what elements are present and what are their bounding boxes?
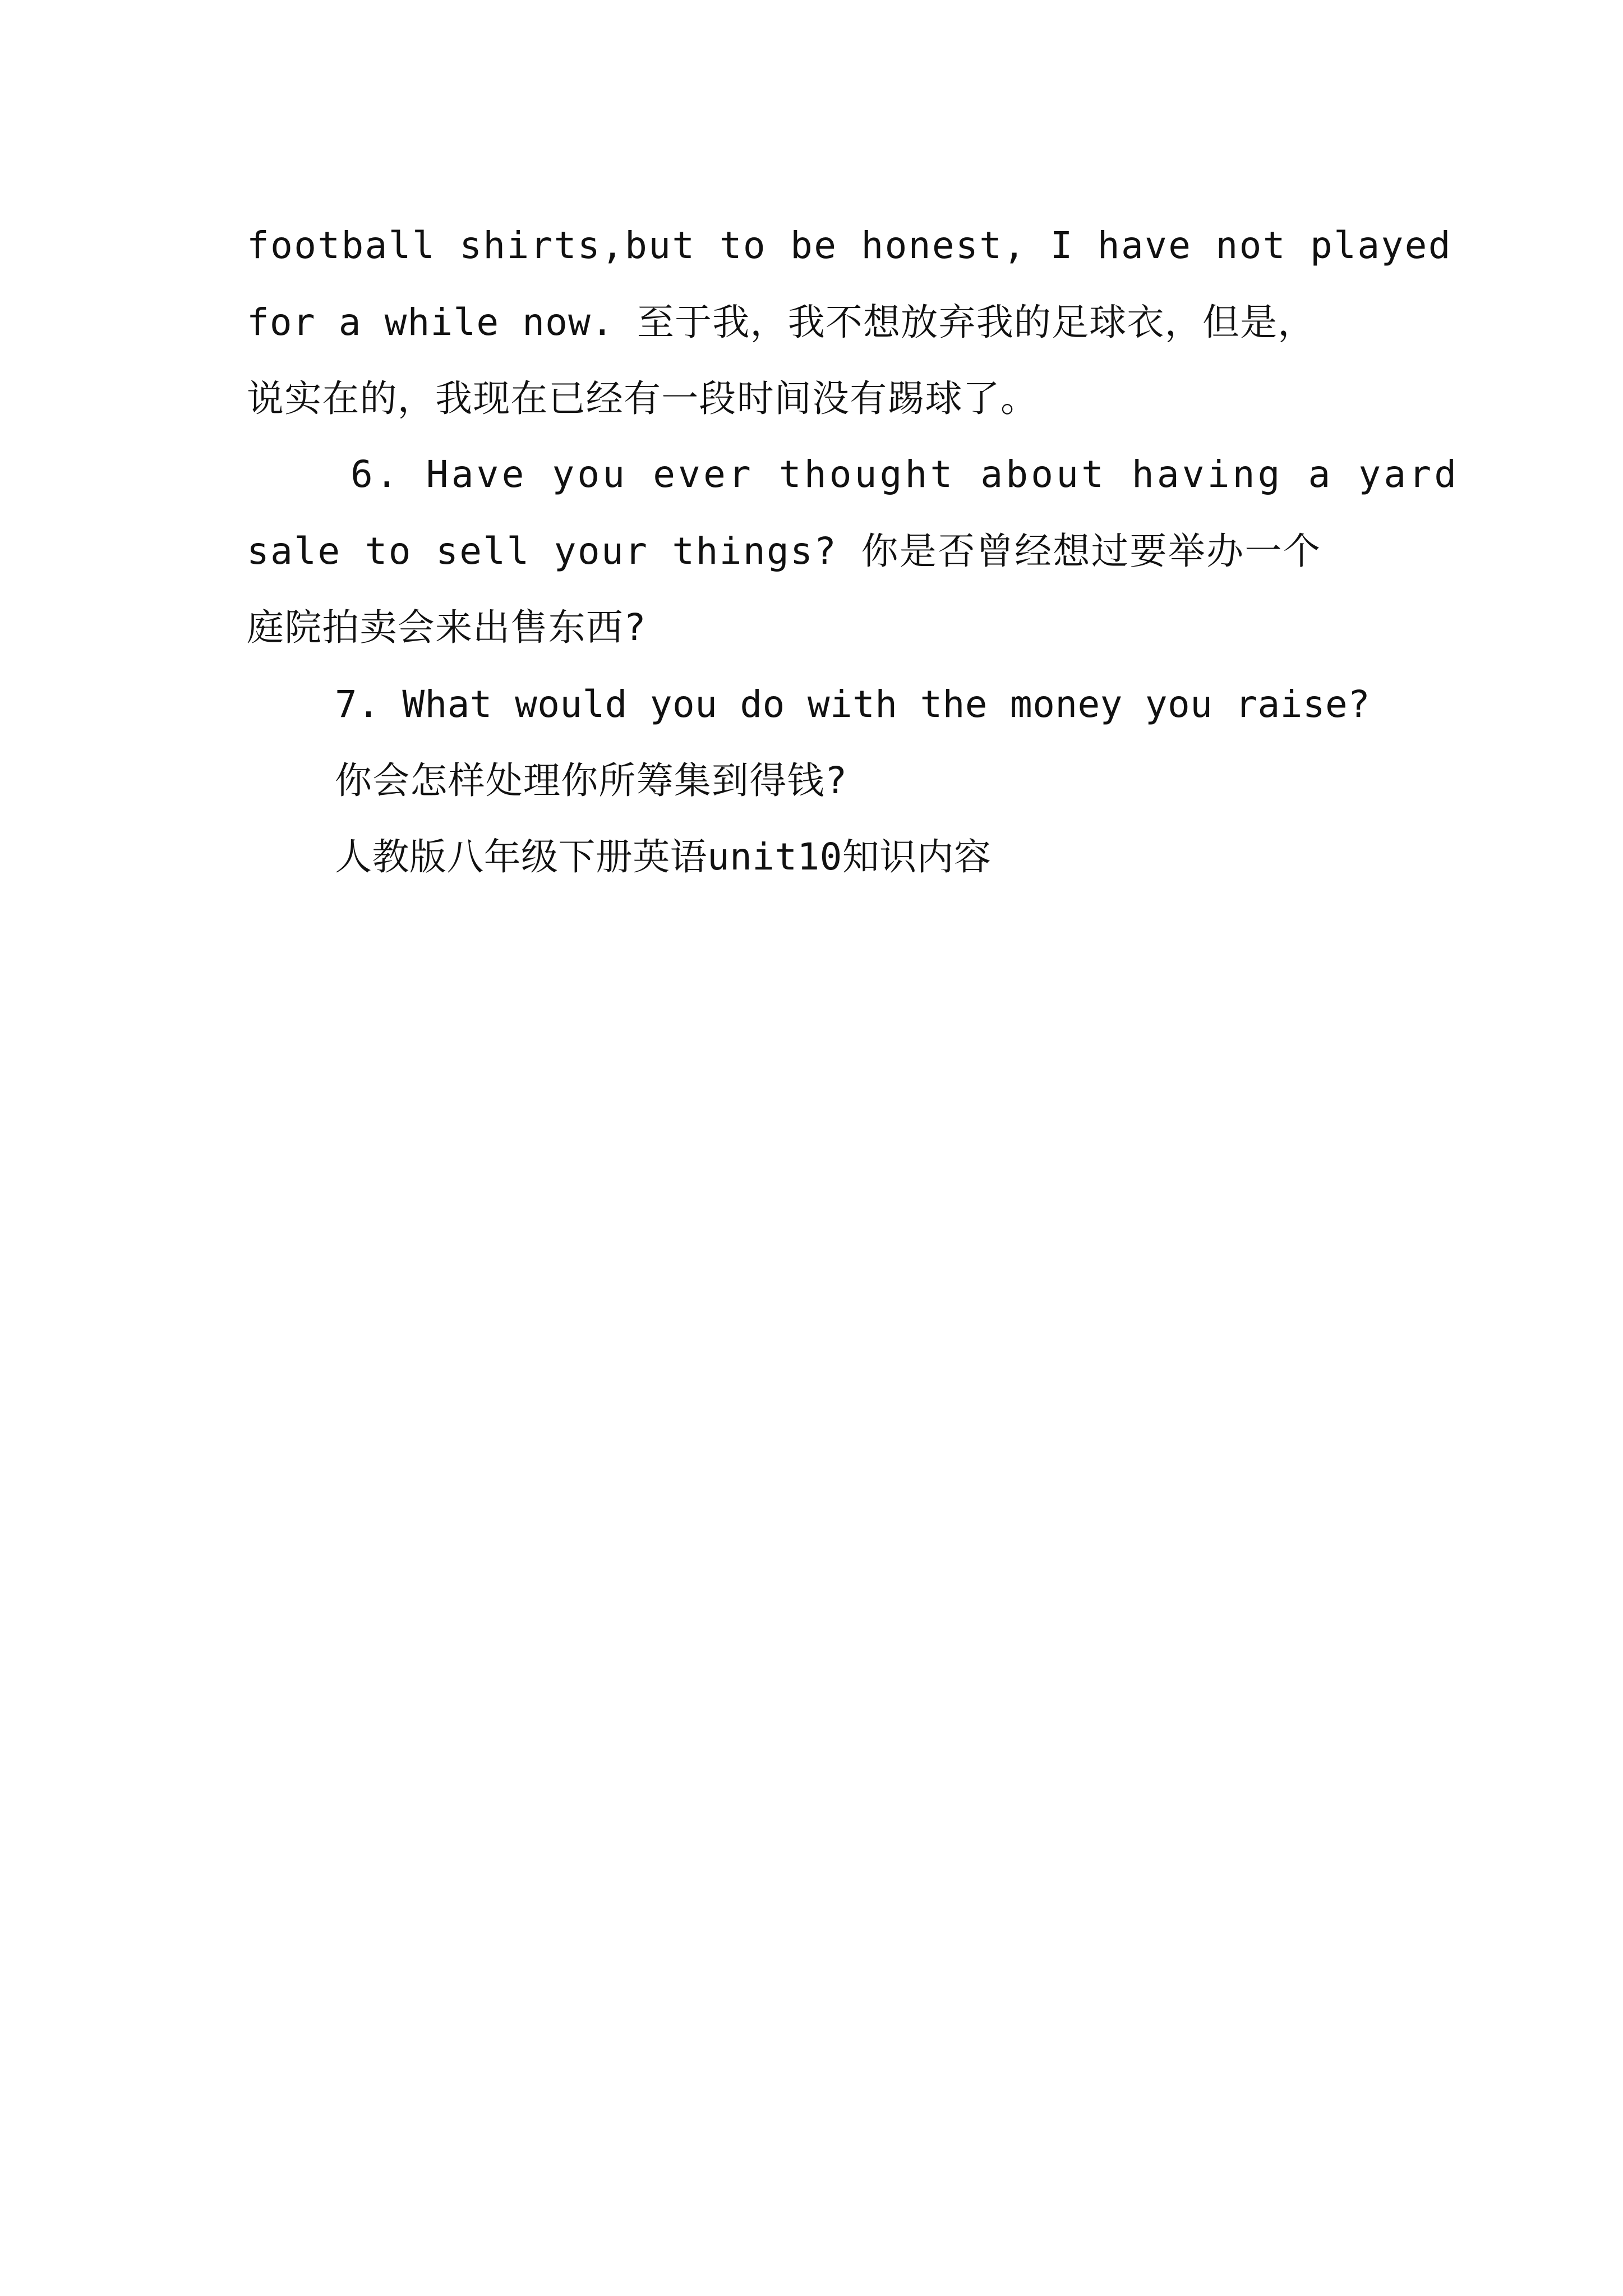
text-line-football-shirts: football shirts,but to be honest, I have not played (247, 224, 1452, 267)
document-title-footer: 人教版八年级下册英语unit10知识内容 (335, 835, 992, 878)
question-6-line-1: 6. Have you ever thought about having a yard (351, 453, 1460, 496)
question-7-translation: 你会怎样处理你所筹集到得钱? (335, 759, 848, 802)
question-6-translation: 庭院拍卖会来出售东西? (247, 606, 647, 649)
question-7-line: 7. What would you do with the money you raise? (335, 683, 1371, 726)
question-6-line-2: sale to sell your things? 你是否曾经想过要举办一个 (247, 530, 1322, 573)
text-line-chinese-translation-5: 说实在的，我现在已经有一段时间没有踢球了。 (247, 377, 1039, 420)
text-line-for-a-while: for a while now. 至于我，我不想放弃我的足球衣，但是， (247, 301, 1316, 344)
